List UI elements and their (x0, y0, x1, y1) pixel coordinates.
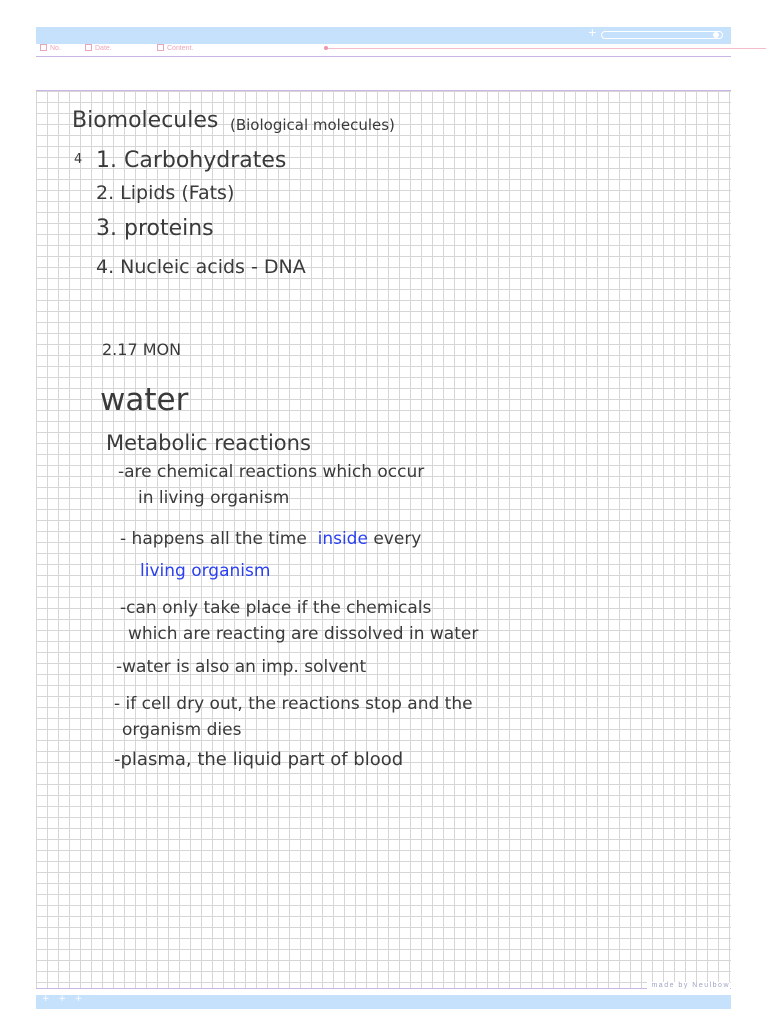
checkbox-icon (85, 44, 92, 51)
note-line-1a: -are chemical reactions which occur (118, 462, 425, 482)
note-heading: water (100, 382, 189, 418)
slider-knob (713, 32, 719, 38)
header-row (36, 44, 731, 57)
note-highlight-living-organism: living organism (140, 561, 271, 581)
note-date: 2.17 MON (102, 340, 182, 359)
made-by-credit: made by Neulbow (647, 982, 730, 989)
note-line-1b: in living organism (138, 488, 290, 508)
note-item-1: 1. Carbohydrates (96, 148, 287, 173)
note-item-3: 3. proteins (96, 216, 214, 241)
note-line-4: -water is also an imp. solvent (116, 657, 367, 677)
note-line-3b: which are reacting are dissolved in water (128, 624, 479, 644)
content-label: Content. (167, 45, 194, 52)
note-title: Biomolecules (72, 108, 219, 133)
note-line-5b: organism dies (122, 720, 242, 740)
checkbox-icon (40, 44, 47, 51)
date-label: Date. (95, 45, 112, 52)
date-field (85, 44, 112, 52)
no-label: No. (50, 45, 61, 52)
bottom-bar (36, 995, 731, 1009)
no-field (40, 44, 61, 52)
note-title-sub: (Biological molecules) (230, 116, 395, 134)
note-line-2a (120, 529, 421, 549)
header-slider (601, 31, 723, 39)
note-line-3a: -can only take place if the chemicals (120, 598, 432, 618)
note-line-2a-end: every (373, 529, 422, 549)
plus-icon: + (587, 26, 597, 39)
plus-icons: + + + (42, 994, 86, 1004)
note-line-2a-text: - happens all the time (120, 529, 307, 549)
content-field (157, 44, 193, 52)
note-count: 4 (74, 152, 83, 167)
top-bar (36, 27, 731, 44)
note-item-2: 2. Lipids (Fats) (96, 182, 235, 204)
header-divider (326, 48, 766, 49)
note-subheading: Metabolic reactions (106, 431, 311, 455)
header-dot (324, 46, 328, 50)
note-item-4: 4. Nucleic acids - DNA (96, 256, 306, 278)
note-line-6: -plasma, the liquid part of blood (114, 749, 404, 770)
note-line-5a: - if cell dry out, the reactions stop and the (114, 694, 473, 714)
checkbox-icon (157, 44, 164, 51)
note-highlight-inside: inside (317, 529, 368, 549)
